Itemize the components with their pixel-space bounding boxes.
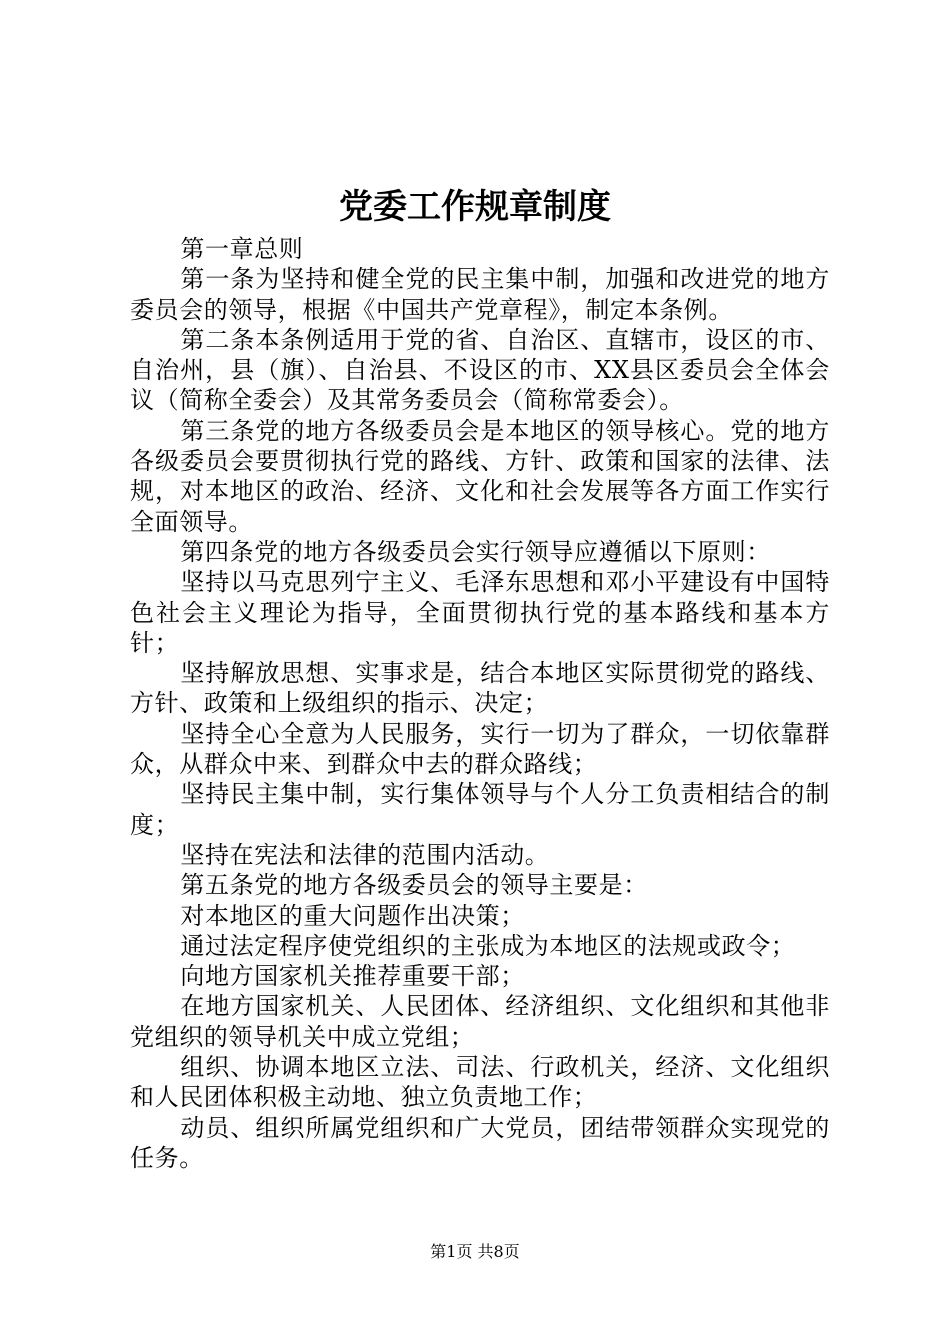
paragraph-principle-5: 坚持在宪法和法律的范围内活动。 bbox=[180, 840, 550, 869]
paragraph-leadership-5: 组织、协调本地区立法、司法、行政机关，经济、文化组织和人民团体积极主动地、独立负责地工作； bbox=[130, 1053, 830, 1112]
page-number-footer: 第1页 共8页 bbox=[430, 1242, 520, 1261]
paragraph-leadership-6: 动员、组织所属党组织和广大党员，团结带领群众实现党的任务。 bbox=[130, 1113, 830, 1172]
document-title: 党委工作规章制度 bbox=[339, 187, 611, 227]
paragraph-leadership-4: 在地方国家机关、人民团体、经济组织、文化组织和其他非党组织的领导机关中成立党组； bbox=[130, 992, 830, 1051]
paragraph-principle-1: 坚持以马克思列宁主义、毛泽东思想和邓小平建设有中国特色社会主义理论为指导，全面贯彻执行党的基本路线和基本方针； bbox=[130, 568, 830, 657]
paragraph-article-1: 第一条为坚持和健全党的民主集中制，加强和改进党的地方委员会的领导，根据《中国共产党章程》，制定本条例。 bbox=[130, 265, 830, 324]
paragraph-article-5: 第五条党的地方各级委员会的领导主要是： bbox=[180, 871, 648, 900]
paragraph-leadership-3: 向地方国家机关推荐重要干部； bbox=[180, 962, 525, 991]
paragraph-principle-3: 坚持全心全意为人民服务，实行一切为了群众，一切依靠群众，从群众中来、到群众中去的群众路线； bbox=[130, 719, 830, 779]
paragraph-article-2: 第二条本条例适用于党的省、自治区、直辖市，设区的市、自治州，县（旗）、自治县、不设区的市、XX县区委员会全体会议（简称全委会）及其常务委员会（简称常委会）。 bbox=[130, 325, 830, 415]
document-body bbox=[130, 234, 830, 1173]
paragraph-principle-2: 坚持解放思想、实事求是，结合本地区实际贯彻党的路线、方针、政策和上级组织的指示、决定； bbox=[130, 659, 830, 718]
paragraph-chapter-heading: 第一章总则 bbox=[180, 235, 304, 263]
paragraph-principle-4: 坚持民主集中制，实行集体领导与个人分工负责相结合的制度； bbox=[130, 780, 830, 839]
paragraph-leadership-1: 对本地区的重大问题作出决策； bbox=[180, 901, 525, 930]
paragraph-article-4: 第四条党的地方各级委员会实行领导应遵循以下原则： bbox=[180, 537, 771, 566]
paragraph-article-3: 第三条党的地方各级委员会是本地区的领导核心。党的地方各级委员会要贯彻执行党的路线、方针、政策和国家的法律、法规，对本地区的政治、经济、文化和社会发展等各方面工作实行全面领导。 bbox=[130, 416, 830, 536]
paragraph-leadership-2: 通过法定程序使党组织的主张成为本地区的法规或政令； bbox=[180, 931, 796, 960]
